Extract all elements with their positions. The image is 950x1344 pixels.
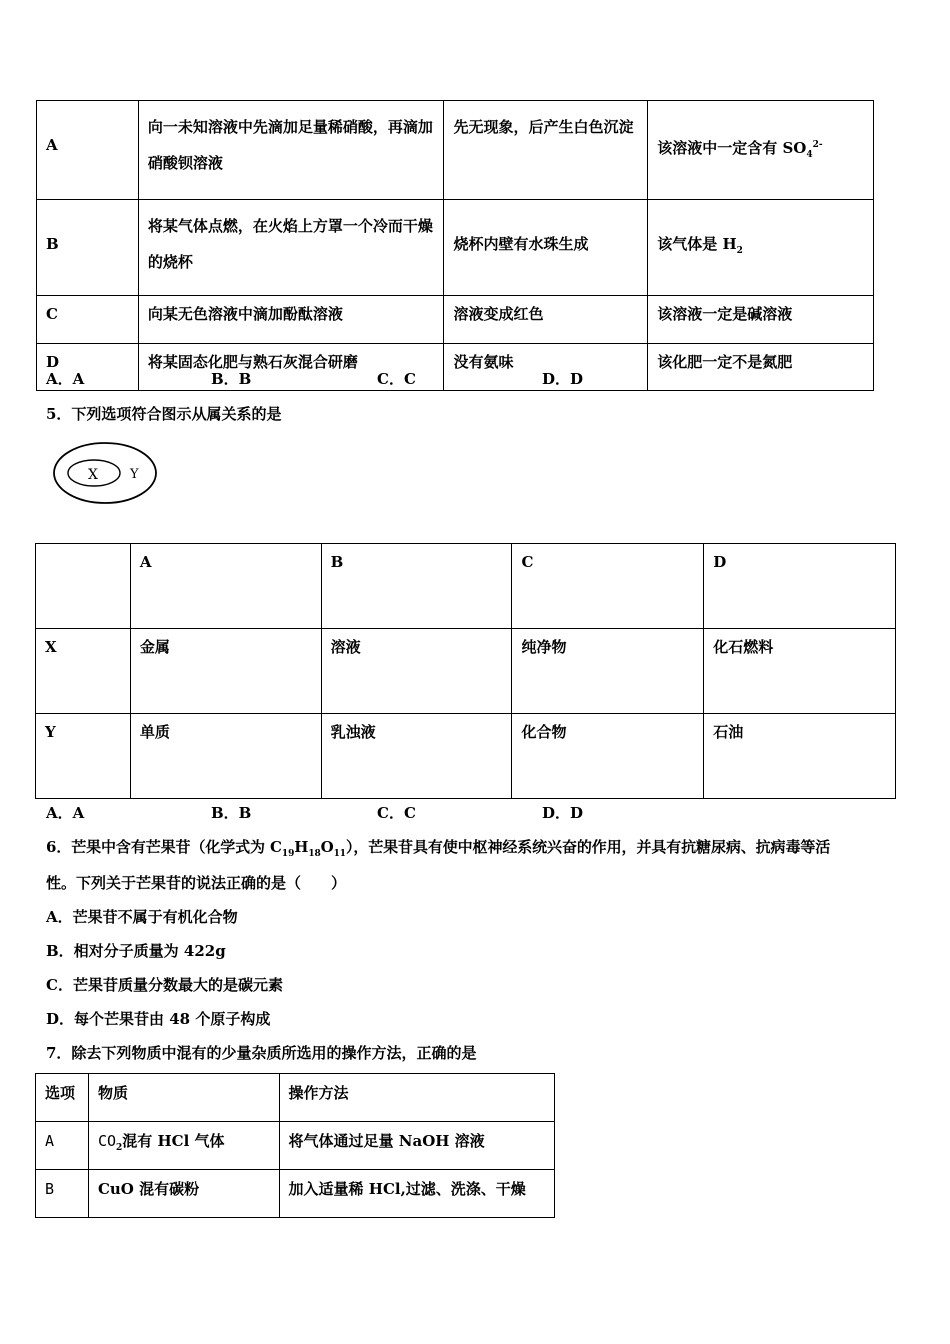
- row-label: X: [36, 629, 131, 714]
- q5-options: [0, 802, 950, 824]
- row-label: D: [37, 344, 139, 391]
- header-cell: D: [704, 544, 896, 629]
- table-cell: 乳浊液: [321, 714, 512, 799]
- header-cell: B: [321, 544, 512, 629]
- option-a[interactable]: A．A: [46, 370, 85, 388]
- q7-stem: 7．除去下列物质中混有的少量杂质所选用的操作方法，正确的是: [46, 1044, 477, 1062]
- table-row: [36, 544, 896, 629]
- q4-options: [0, 368, 950, 390]
- row-label: A: [37, 101, 139, 200]
- conclusion-cell: 该溶液中一定含有 $SO_4^{2-}$: [648, 101, 874, 200]
- phenomenon-cell: 溶液变成红色: [444, 296, 648, 344]
- table-row: [37, 200, 874, 296]
- phenomenon-cell: 先无现象，后产生白色沉淀: [444, 101, 648, 200]
- operation-cell: 将某固态化肥与熟石灰混合研磨: [138, 344, 444, 391]
- conclusion-cell: 该溶液一定是碱溶液: [648, 296, 874, 344]
- method-cell: 将气体通过足量 NaOH 溶液: [279, 1122, 554, 1170]
- phenomenon-cell: 没有氨味: [444, 344, 648, 391]
- substance-cell: CuO 混有碳粉: [88, 1170, 279, 1218]
- q6-option-d[interactable]: D．每个芒果苷由 48 个原子构成: [46, 1010, 271, 1028]
- row-label: B: [37, 200, 139, 296]
- method-cell: 加入适量稀 HCl,过滤、洗涤、干燥: [279, 1170, 554, 1218]
- table-row: [36, 1170, 555, 1218]
- table-row: [37, 101, 874, 200]
- option-c[interactable]: C．C: [377, 804, 416, 822]
- operation-cell: 向一未知溶液中先滴加足量稀硝酸，再滴加硝酸钡溶液: [138, 101, 444, 200]
- operation-cell: 向某无色溶液中滴加酚酞溶液: [138, 296, 444, 344]
- row-label: A: [36, 1122, 89, 1170]
- conclusion-cell: 该气体是 $H_2$: [648, 200, 874, 296]
- phenomenon-cell: 烧杯内壁有水珠生成: [444, 200, 648, 296]
- q6-stem: 6．芒果中含有芒果苷（化学式为 $C_{19}H_{18}O_{11}$），芒果苷具有使中枢神经系统兴奋的作用，并具有抗糖尿病、抗病毒等活: [46, 838, 831, 859]
- q5-stem: 5．下列选项符合图示从属关系的是: [46, 405, 282, 423]
- q6-stem-line2: 性。下列关于芒果苷的说法正确的是（ ）: [46, 874, 347, 892]
- table-row: [36, 714, 896, 799]
- header-cell: A: [130, 544, 321, 629]
- operation-cell: 将某气体点燃，在火焰上方罩一个冷而干燥的烧杯: [138, 200, 444, 296]
- header-cell: C: [512, 544, 704, 629]
- table-row: [37, 296, 874, 344]
- option-d[interactable]: D．D: [542, 370, 584, 388]
- header-cell: 操作方法: [279, 1074, 554, 1122]
- header-cell: [36, 544, 131, 629]
- row-label: C: [37, 296, 139, 344]
- table-cell: 石油: [704, 714, 896, 799]
- option-c[interactable]: C．C: [377, 370, 416, 388]
- option-b[interactable]: B．B: [211, 370, 252, 388]
- table-cell: 化石燃料: [704, 629, 896, 714]
- q6-option-b[interactable]: B．相对分子质量为 422g: [46, 942, 226, 960]
- header-cell: 选项: [36, 1074, 89, 1122]
- header-cell: 物质: [88, 1074, 279, 1122]
- option-a[interactable]: A．A: [46, 804, 85, 822]
- outer-label: Y: [130, 467, 139, 482]
- option-b[interactable]: B．B: [211, 804, 252, 822]
- q5-table: [35, 543, 896, 799]
- inner-label: X: [88, 467, 98, 483]
- table-cell: 溶液: [321, 629, 512, 714]
- q4-table: [36, 100, 874, 391]
- row-label: B: [36, 1170, 89, 1218]
- table-row: [36, 1074, 555, 1122]
- table-row: [36, 629, 896, 714]
- table-cell: 金属: [130, 629, 321, 714]
- venn-diagram: [50, 440, 165, 510]
- row-label: Y: [36, 714, 131, 799]
- conclusion-cell: 该化肥一定不是氮肥: [648, 344, 874, 391]
- table-cell: 单质: [130, 714, 321, 799]
- q6-option-a[interactable]: A．芒果苷不属于有机化合物: [46, 908, 238, 926]
- substance-cell: $CO_2$混有 HCl 气体: [88, 1122, 279, 1170]
- table-row: [36, 1122, 555, 1170]
- option-d[interactable]: D．D: [542, 804, 584, 822]
- outer-ellipse: [54, 443, 156, 503]
- table-cell: 纯净物: [512, 629, 704, 714]
- table-cell: 化合物: [512, 714, 704, 799]
- q7-table: [35, 1073, 555, 1218]
- q6-option-c[interactable]: C．芒果苷质量分数最大的是碳元素: [46, 976, 283, 994]
